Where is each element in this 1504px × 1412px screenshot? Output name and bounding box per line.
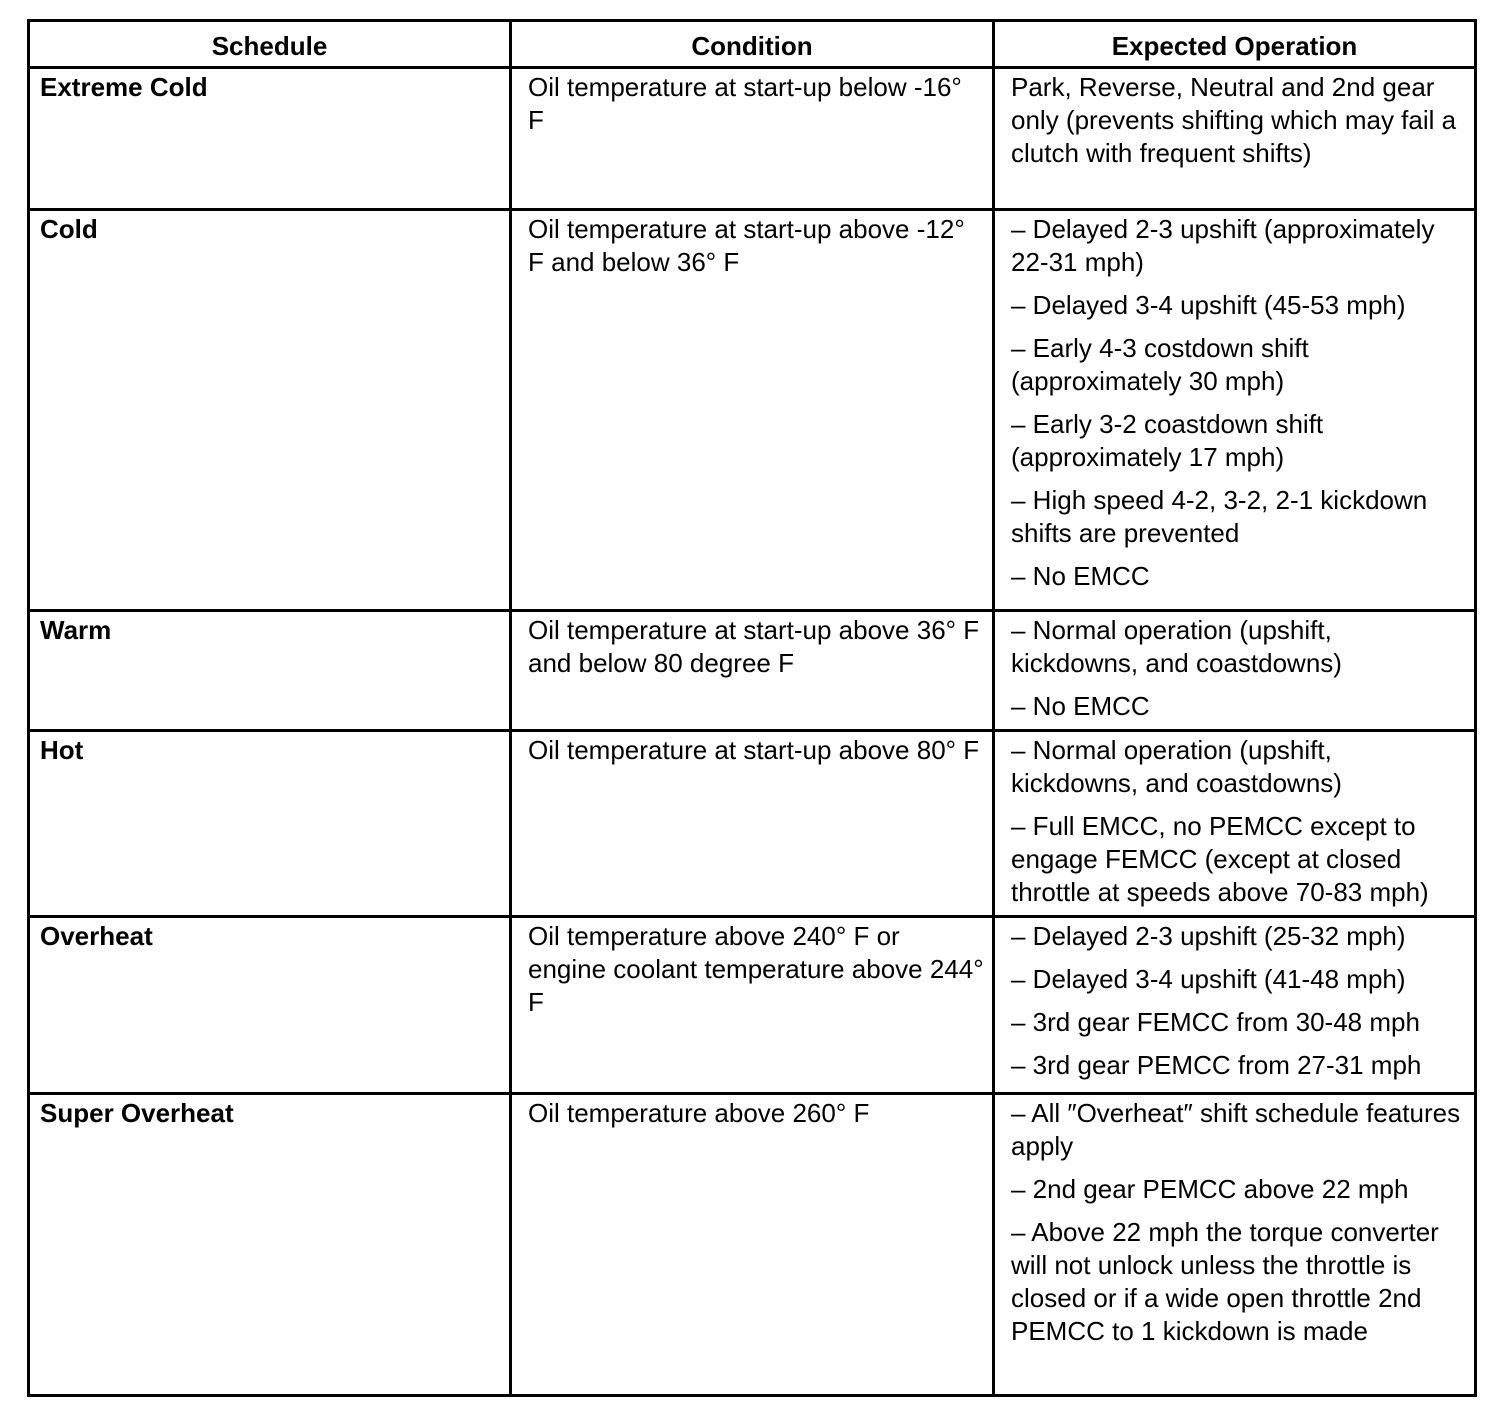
- table-row: [29, 731, 1476, 917]
- table-row: [29, 1094, 1476, 1396]
- condition-cell: Oil temperature at start-up below -16° F: [511, 68, 994, 210]
- operation-item: – Normal operation (upshift, kickdowns, and coastdowns): [1011, 615, 1342, 678]
- header-schedule: Schedule: [29, 21, 511, 68]
- operation-cell: [994, 68, 1476, 210]
- condition-cell: Oil temperature at start-up above 80° F: [511, 731, 994, 917]
- table-row: [29, 210, 1476, 611]
- schedule-cell: Super Overheat: [29, 1094, 511, 1396]
- operation-item: – All ″Overheat″ shift schedule features apply: [1011, 1098, 1461, 1161]
- operation-cell: [994, 210, 1476, 611]
- schedule-cell: Cold: [29, 210, 511, 611]
- operation-cell: [994, 1094, 1476, 1396]
- operation-item: – 2nd gear PEMCC above 22 mph: [1011, 1174, 1409, 1204]
- operation-item: – Delayed 3-4 upshift (45-53 mph): [1011, 290, 1406, 320]
- table-row: [29, 68, 1476, 210]
- operation-item: – Early 3-2 coastdown shift (approximately 17 mph): [1011, 409, 1324, 472]
- operation-item: Park, Reverse, Neutral and 2nd gear only (prevents shifting which may fail a clutch with frequent shifts): [1011, 72, 1457, 168]
- operation-item: – 3rd gear PEMCC from 27-31 mph: [1011, 1050, 1422, 1080]
- operation-item: – Delayed 3-4 upshift (41-48 mph): [1011, 964, 1406, 994]
- condition-cell: Oil temperature above 260° F: [511, 1094, 994, 1396]
- operation-item: – Full EMCC, no PEMCC except to engage FEMCC (except at closed throttle at speeds above 70-83 mph): [1011, 811, 1429, 907]
- operation-item: – Early 4-3 costdown shift (approximately 30 mph): [1011, 333, 1309, 396]
- operation-item: – Delayed 2-3 upshift (25-32 mph): [1011, 921, 1406, 951]
- condition-cell: Oil temperature above 240° F or engine coolant temperature above 244° F: [511, 917, 994, 1094]
- operation-cell: [994, 917, 1476, 1094]
- operation-item: – 3rd gear FEMCC from 30-48 mph: [1011, 1007, 1420, 1037]
- operation-cell: [994, 731, 1476, 917]
- operation-item: – Normal operation (upshift, kickdowns, and coastdowns): [1011, 735, 1342, 798]
- schedule-cell: Warm: [29, 611, 511, 731]
- condition-cell: Oil temperature at start-up above 36° F and below 80 degree F: [511, 611, 994, 731]
- header-expected-operation: Expected Operation: [994, 21, 1476, 68]
- operation-item: – No EMCC: [1011, 561, 1150, 591]
- operation-item: – High speed 4-2, 3-2, 2-1 kickdown shifts are prevented: [1011, 485, 1428, 548]
- schedule-cell: Extreme Cold: [29, 68, 511, 210]
- header-condition: Condition: [511, 21, 994, 68]
- table-row: [29, 917, 1476, 1094]
- schedule-cell: Overheat: [29, 917, 511, 1094]
- condition-cell: Oil temperature at start-up above -12° F and below 36° F: [511, 210, 994, 611]
- operation-item: – Above 22 mph the torque converter will not unlock unless the throttle is closed or if a wide open throttle 2nd PEMCC to 1 kickdown is made: [1011, 1217, 1439, 1346]
- schedule-cell: Hot: [29, 731, 511, 917]
- operation-item: – Delayed 2-3 upshift (approximately 22-31 mph): [1011, 214, 1435, 277]
- operation-item: – No EMCC: [1011, 691, 1150, 721]
- header-row: [29, 21, 1476, 68]
- shift-schedule-table: [27, 19, 1477, 1397]
- operation-cell: [994, 611, 1476, 731]
- table-row: [29, 611, 1476, 731]
